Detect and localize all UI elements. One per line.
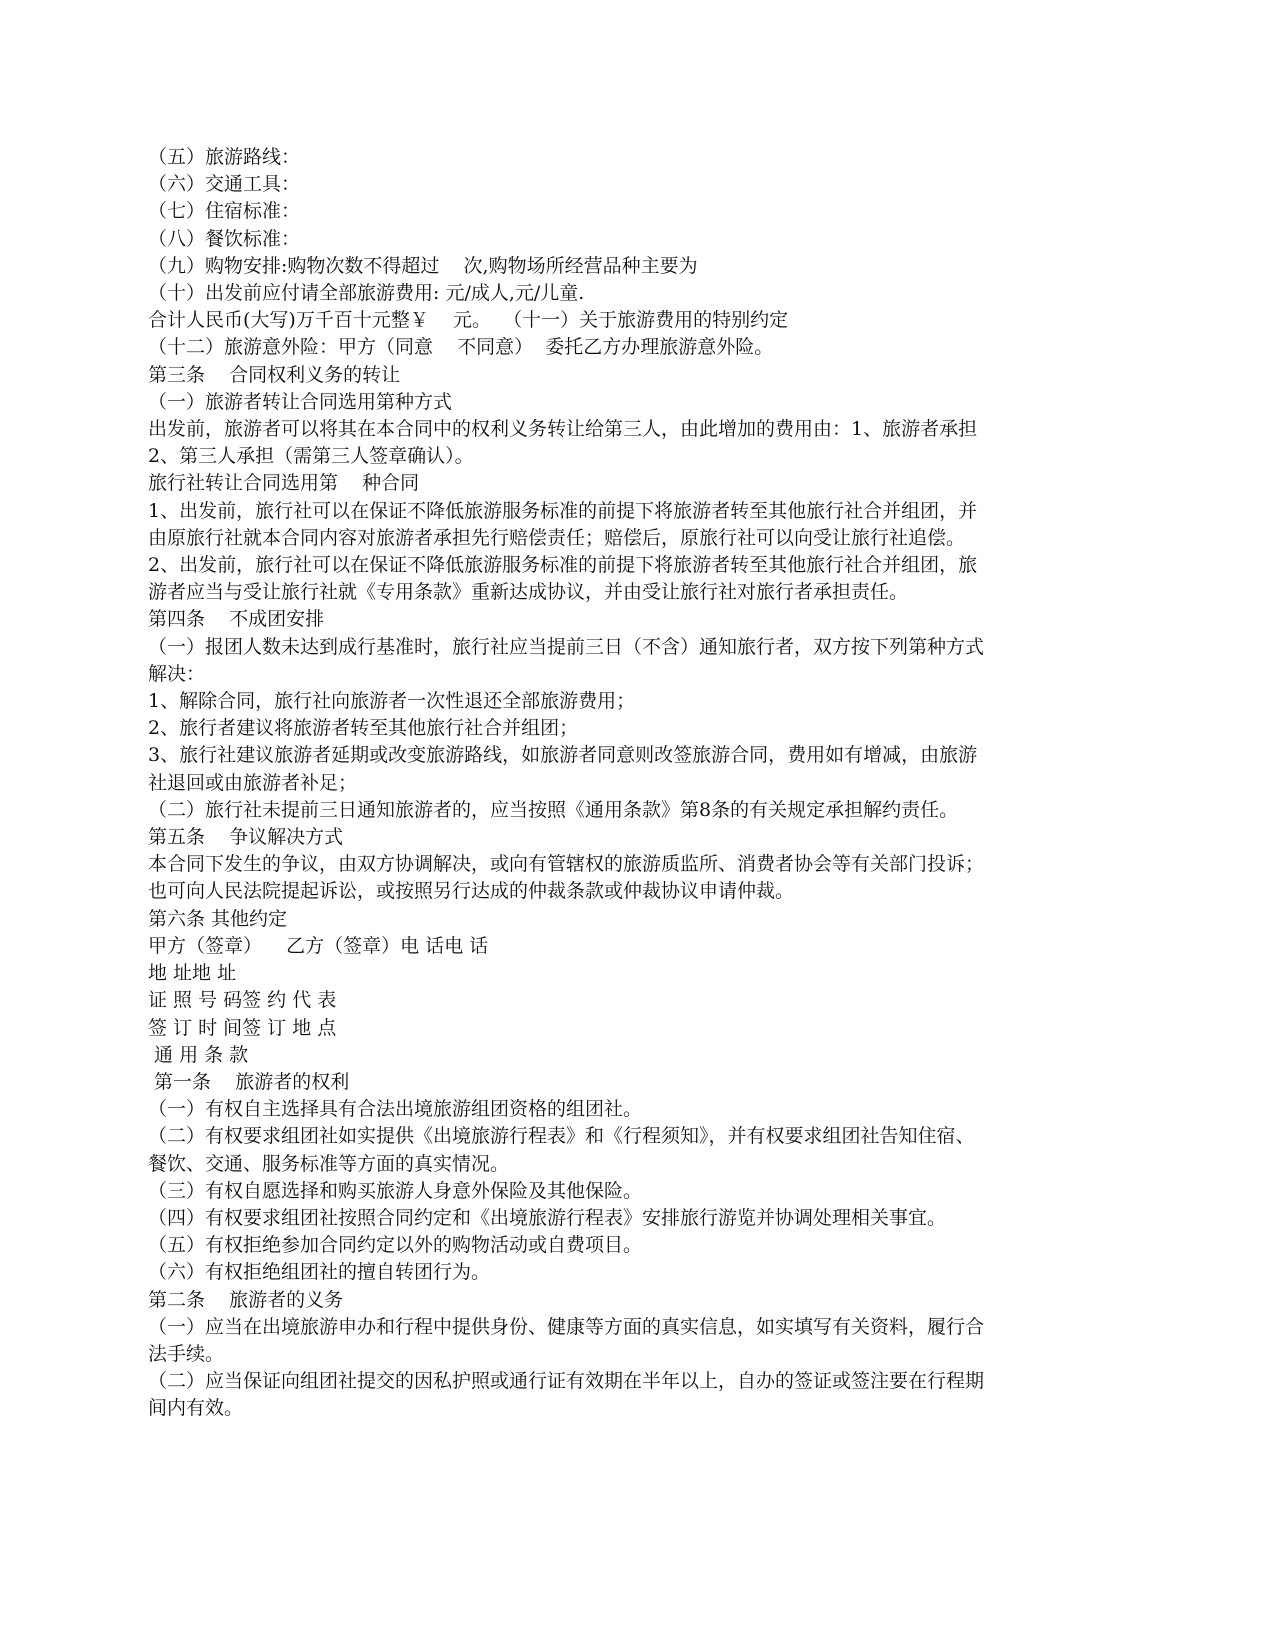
text-line: （一）报团人数未达到成行基准时，旅行社应当提前三日（不含）通知旅行者，双方按下列第种方式 (148, 635, 985, 658)
section-heading: 第六条 其他约定 (148, 907, 288, 930)
text-line: 餐饮、交通、服务标准等方面的真实情况。 (148, 1152, 510, 1175)
section-heading: 第二条 旅游者的义务 (148, 1288, 344, 1311)
text-line: 由原旅行社就本合同内容对旅游者承担先行赔偿责任；赔偿后，原旅行社可以向受让旅行社追偿。 (148, 526, 966, 549)
text-line: 1、出发前，旅行社可以在保证不降低旅游服务标准的前提下将旅游者转至其他旅行社合并组团，并 (148, 499, 978, 522)
text-line: （九）购物安排:购物次数不得超过 次,购物场所经营品种主要为 (148, 254, 698, 277)
text-line: （十）出发前应付请全部旅游费用: 元/成人,元/儿童. (148, 282, 585, 305)
text-line: （六）有权拒绝组团社的擅自转团行为。 (148, 1261, 491, 1284)
signature-line: 证 照 号 码签 约 代 表 (148, 989, 337, 1012)
text-line: （八）餐饮标准： (148, 227, 301, 250)
text-line: 2、旅行者建议将旅游者转至其他旅行社合并组团； (148, 717, 579, 740)
text-line: 旅行社转让合同选用第 种合同 (148, 472, 420, 495)
text-line: （六）交通工具： (148, 173, 301, 196)
section-heading: 第三条 合同权利义务的转让 (148, 363, 401, 386)
text-line: 社退回或由旅游者补足； (148, 771, 358, 794)
text-line: 游者应当与受让旅行社就《专用条款》重新达成协议，并由受让旅行社对旅行者承担责任。 (148, 581, 909, 604)
text-line: （七）住宿标准： (148, 200, 301, 223)
signature-line: 甲方（签章） 乙方（签章）电 话电 话 (148, 934, 489, 957)
text-line: 3、旅行社建议旅游者延期或改变旅游路线，如旅游者同意则改签旅游合同，费用如有增减，由旅游 (148, 744, 978, 767)
text-line: 解决： (148, 662, 206, 685)
text-line: 间内有效。 (148, 1397, 244, 1420)
text-line: 合计人民币(大写)万千百十元整￥ 元。 （十一）关于旅游费用的特别约定 (148, 309, 789, 332)
text-line: （二）旅行社未提前三日通知旅游者的，应当按照《通用条款》第8条的有关规定承担解约责任。 (148, 798, 959, 821)
text-line: （五）旅游路线： (148, 146, 301, 168)
section-heading: 第四条 不成团安排 (148, 608, 325, 631)
text-line: （二）有权要求组团社如实提供《出境旅游行程表》和《行程须知》，并有权要求组团社告知住宿、 (148, 1125, 975, 1148)
text-line: 2、出发前，旅行社可以在保证不降低旅游服务标准的前提下将旅游者转至其他旅行社合并组团，旅 (148, 554, 978, 577)
document-body (148, 144, 1128, 1423)
text-line: （四）有权要求组团社按照合同约定和《出境旅游行程表》安排旅行游览并协调处理相关事宜。 (148, 1206, 947, 1229)
text-line: （二）应当保证向组团社提交的因私护照或通行证有效期在半年以上，自办的签证或签注要在行程期 (148, 1370, 985, 1393)
text-line: 也可向人民法院提起诉讼，或按照另行达成的仲裁条款或仲裁协议申请仲裁。 (148, 880, 795, 903)
text-line: （一）应当在出境旅游申办和行程中提供身份、健康等方面的真实信息，如实填写有关资料，履行合 (148, 1315, 985, 1338)
signature-line: 签 订 时 间签 订 地 点 (148, 1016, 337, 1039)
section-heading: 第五条 争议解决方式 (148, 826, 344, 849)
text-line: （五）有权拒绝参加合同约定以外的购物活动或自费项目。 (148, 1234, 643, 1257)
text-line: （三）有权自愿选择和购买旅游人身意外保险及其他保险。 (148, 1179, 643, 1202)
text-line: （十二）旅游意外险：甲方（同意 不同意） 委托乙方办理旅游意外险。 (148, 336, 774, 359)
section-heading: 第一条 旅游者的权利 (148, 1070, 350, 1093)
text-line: 出发前，旅游者可以将其在本合同中的权利义务转让给第三人，由此增加的费用由：1、旅游者承担 (148, 418, 978, 441)
text-line: 本合同下发生的争议，由双方协调解决，或向有管辖权的旅游质监所、消费者协会等有关部门投诉； (148, 853, 985, 876)
signature-line: 地 址地 址 (148, 962, 237, 985)
text-line: 法手续。 (148, 1342, 225, 1365)
text-line: （一）旅游者转让合同选用第种方式 (148, 390, 453, 413)
text-line: 2、第三人承担（需第三人签章确认）。 (148, 445, 474, 468)
part-heading: 通 用 条 款 (148, 1043, 249, 1066)
text-line: 1、解除合同，旅行社向旅游者一次性退还全部旅游费用； (148, 690, 636, 713)
text-line: （一）有权自主选择具有合法出境旅游组团资格的组团社。 (148, 1098, 643, 1121)
